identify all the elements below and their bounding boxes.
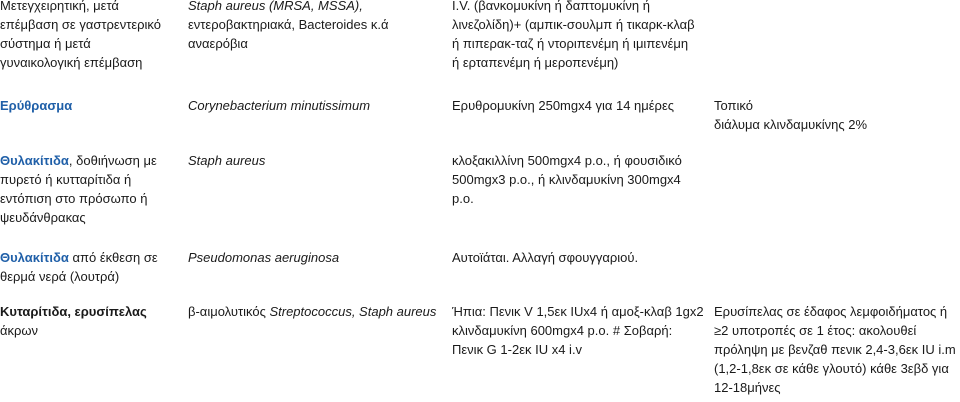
pathogen-text: Staph aureus (MRSA, MSSA), [188,0,363,13]
condition-lead: Θυλακίτιδα [0,153,69,168]
pathogen-text: Pseudomonas aeruginosa [188,250,340,265]
treatment-cell: I.V. (βανκομυκίνη ή δαπτομυκίνη ή λινεζολίδη)+ (αμπικ-σουλμπ ή τικαρκ-κλαβ ή πιπερακ-ταζ ή ντοριπενέμη ή ιμιπενέμη ή ερταπενέμη ή μεροπενέμη) [452,0,695,70]
treatment-cell: Αυτοϊάται. Αλλαγή σφουγγαριού. [452,250,639,265]
pathogen-cell [188,302,450,321]
condition-text: , δοθιήνωση με πυρετό ή κυτταρίτιδα ή εντόπιση στο πρόσωπο ή ψευδάνθρακας [0,153,157,225]
pathogen-cell [188,248,450,267]
condition-text: από έκθεση σε θερμά νερά (λουτρά) [0,250,158,284]
condition-lead: Κυταρίτιδα, ερυσίπελας [0,304,147,319]
pathogen-prefix: β-αιμολυτικός [188,304,270,319]
notes-cell: Ερυσίπελας σε έδαφος λεμφοιδήματος ή ≥2 υποτροπές σε 1 έτος: ακολουθεί πρόληψη με βενζαθ πενικ 2,4-3,6εκ IU i.m (1,2-1,8εκ σε κάθε γλουτό) κάθε 3εβδ για 12-18μήνες [714,304,956,395]
treatment-cell: Ήπια: Πενικ V 1,5εκ IUx4 ή αμοξ-κλαβ 1gx2 κλινδαμυκίνη 600mgx4 p.o. # Σοβαρή: Πενικ G 1-2εκ IU x4 i.v [452,304,704,357]
condition-cell [0,0,180,72]
pathogen-cell [188,96,450,115]
condition-text: άκρων [0,323,39,338]
pathogen-text: Staph aureus [188,153,266,168]
treatment-cell: κλοξακιλλίνη 500mgx4 p.o., ή φουσιδικό 500mgx3 p.o., ή κλινδαμυκίνη 300mgx4 p.o. [452,153,682,206]
pathogen-text: Streptococcus, Staph aureus [269,304,437,319]
notes-cell: Τοπικό διάλυμα κλινδαμυκίνης 2% [714,98,868,132]
condition-lead: Θυλακίτιδα [0,250,69,265]
condition-lead: Ερύθρασμα [0,98,73,113]
pathogen-cell [188,0,450,53]
condition-cell [0,302,180,340]
pathogen-text: Corynebacterium minutissimum [188,98,371,113]
condition-cell [0,96,180,115]
condition-text: Μετεγχειρητική, μετά επέμβαση σε γαστρεντερικό σύστημα ή μετά γυναικολογική επέμβαση [0,0,161,70]
condition-cell [0,151,180,227]
condition-cell [0,248,180,286]
pathogen-suffix: εντεροβακτηριακά, Bacteroides κ.ά αναερόβια [188,17,389,51]
pathogen-cell [188,151,450,170]
treatment-cell: Ερυθρομυκίνη 250mgx4 για 14 ημέρες [452,98,675,113]
